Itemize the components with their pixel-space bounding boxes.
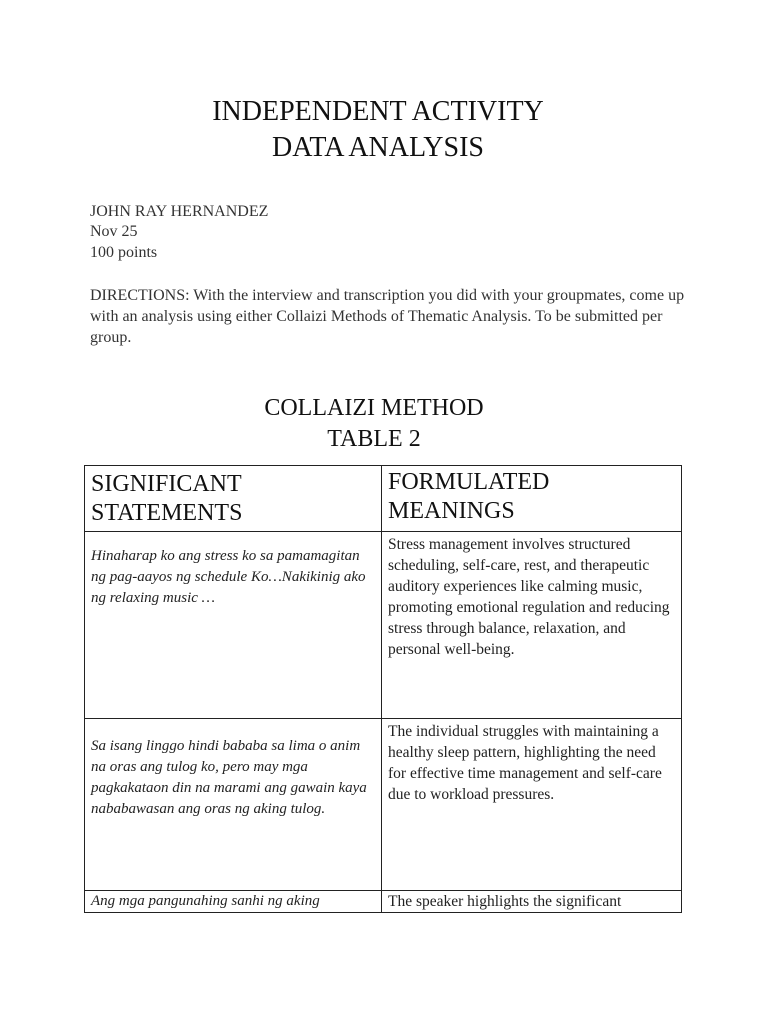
statement-cell bbox=[85, 891, 382, 913]
table-row bbox=[85, 891, 682, 913]
points-value: 100 points bbox=[90, 244, 158, 261]
header-col1-line2: STATEMENTS bbox=[91, 500, 243, 526]
statement-text: Ang mga pangunahing sanhi ng aking bbox=[91, 893, 320, 909]
statement-cell bbox=[85, 719, 382, 891]
meaning-text: The speaker highlights the significant bbox=[388, 893, 622, 910]
due-date: Nov 25 bbox=[90, 223, 138, 240]
header-col2-line2: MEANINGS bbox=[388, 498, 515, 524]
table-label: TABLE 2 bbox=[327, 426, 421, 452]
analysis-table bbox=[84, 465, 682, 913]
header-col2-line1: FORMULATED bbox=[388, 469, 550, 495]
header-col1-line1: SIGNIFICANT bbox=[91, 471, 242, 497]
document-title-line2: DATA ANALYSIS bbox=[272, 132, 484, 163]
statement-text: Hinaharap ko ang stress ko sa pamamagitan ng pag-aayos ng schedule Ko…Nakikinig ako ng relaxing music … bbox=[91, 548, 366, 606]
meaning-text: Stress management involves structured scheduling, self-care, rest, and therapeutic auditory experiences like calming music, promoting emotional regulation and reducing stress through balance, relaxation, and personal well-being. bbox=[388, 536, 670, 658]
table-header-row bbox=[85, 466, 682, 532]
header-significant-statements bbox=[85, 466, 382, 532]
table-row bbox=[85, 532, 682, 719]
meaning-cell bbox=[382, 719, 682, 891]
statement-cell bbox=[85, 532, 382, 719]
author-name: JOHN RAY HERNANDEZ bbox=[90, 203, 269, 220]
statement-text: Sa isang linggo hindi bababa sa lima o anim na oras ang tulog ko, pero may mga pagkakataon din na marami ang gawain kaya nababawasan ang oras ng aking tulog. bbox=[91, 738, 367, 817]
meaning-text: The individual struggles with maintaining a healthy sleep pattern, highlighting the need for effective time management and self-care due to workload pressures. bbox=[388, 723, 662, 803]
document-title-line1: INDEPENDENT ACTIVITY bbox=[212, 96, 544, 127]
header-formulated-meanings bbox=[382, 466, 682, 532]
meaning-cell bbox=[382, 891, 682, 913]
method-title: COLLAIZI METHOD bbox=[264, 395, 484, 421]
directions-text: DIRECTIONS: With the interview and transcription you did with your groupmates, come up with an analysis using either Collaizi Methods of Thematic Analysis. To be submitted per group. bbox=[90, 287, 685, 346]
meaning-cell bbox=[382, 532, 682, 719]
table-row bbox=[85, 719, 682, 891]
